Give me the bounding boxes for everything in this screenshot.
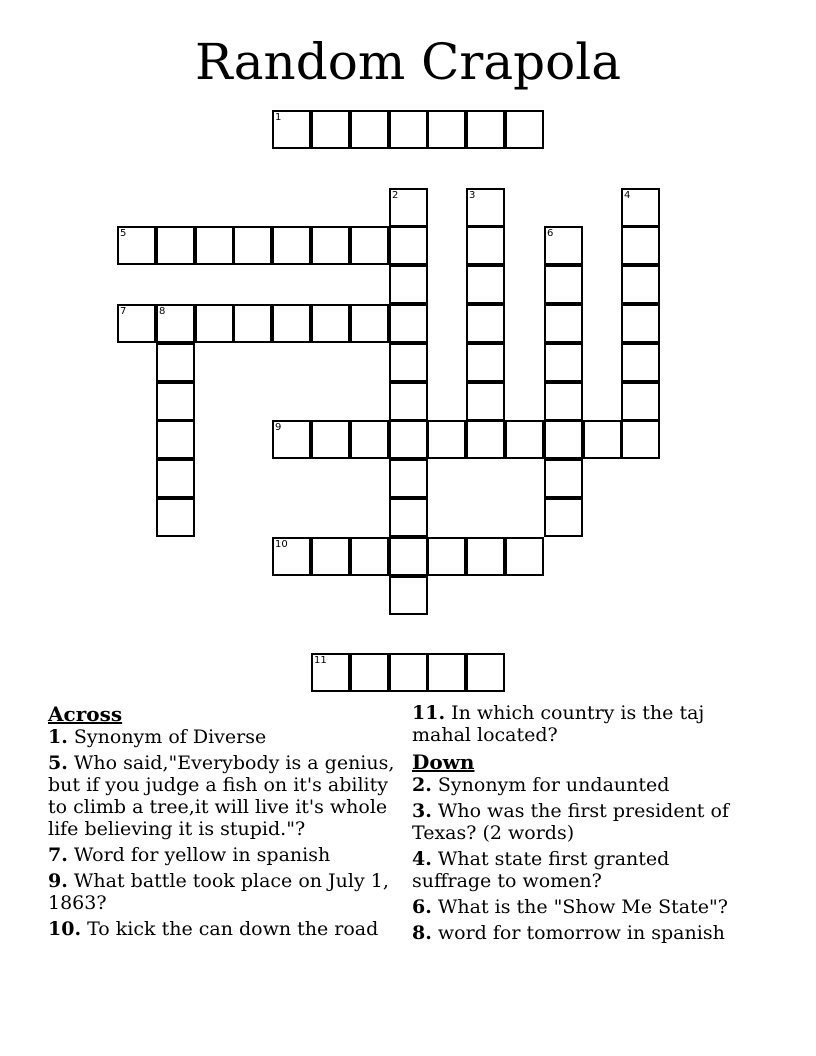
grid-cell[interactable] (389, 343, 428, 382)
grid-cell[interactable] (466, 226, 505, 265)
grid-cell[interactable] (389, 420, 428, 459)
grid-cell[interactable] (311, 537, 350, 576)
cell-number: 2 (392, 190, 399, 201)
grid-cell[interactable] (272, 110, 311, 149)
grid-cell[interactable] (350, 653, 389, 692)
grid-cell[interactable] (427, 653, 466, 692)
across-clue: 1. Synonym of Diverse (48, 726, 267, 748)
clues-column-left (48, 702, 398, 944)
grid-cell[interactable] (466, 537, 505, 576)
cell-number: 7 (120, 306, 127, 317)
grid-cell[interactable] (544, 226, 583, 265)
down-clue: 3. Who was the first president of Texas? (2 words) (412, 800, 729, 844)
grid-cell[interactable] (156, 382, 195, 421)
grid-cell[interactable] (350, 110, 389, 149)
grid-cell[interactable] (233, 304, 272, 343)
grid-cell[interactable] (389, 382, 428, 421)
grid-cell[interactable] (156, 459, 195, 498)
grid-cell[interactable] (156, 343, 195, 382)
grid-cell[interactable] (505, 110, 544, 149)
grid-cell[interactable] (389, 265, 428, 304)
grid-cell[interactable] (621, 226, 660, 265)
down-heading: Down (412, 750, 475, 774)
grid-cell[interactable] (466, 265, 505, 304)
across-clue: 7. Word for yellow in spanish (48, 844, 331, 866)
across-clue: 5. Who said,"Everybody is a genius, but if you judge a fish on it's ability to climb a tree,it will live it's whole life believing it is stupid."? (48, 752, 395, 840)
down-clue: 4. What state first granted suffrage to women? (412, 848, 670, 892)
across-clue: 9. What battle took place on July 1, 1863? (48, 870, 389, 914)
across-heading: Across (48, 702, 123, 726)
grid-cell[interactable] (389, 498, 428, 537)
cell-number: 10 (275, 539, 288, 550)
grid-cell[interactable] (544, 343, 583, 382)
grid-cell[interactable] (621, 304, 660, 343)
grid-cell[interactable] (272, 226, 311, 265)
grid-cell[interactable] (621, 382, 660, 421)
grid-cell[interactable] (311, 226, 350, 265)
grid-cell[interactable] (272, 537, 311, 576)
grid-cell[interactable] (466, 653, 505, 692)
cell-number: 1 (275, 112, 282, 123)
grid-cell[interactable] (389, 188, 428, 227)
grid-cell[interactable] (389, 459, 428, 498)
grid-cell[interactable] (156, 498, 195, 537)
grid-cell[interactable] (389, 304, 428, 343)
cell-number: 4 (624, 190, 631, 201)
grid-cell[interactable] (621, 265, 660, 304)
grid-cell[interactable] (117, 304, 156, 343)
grid-cell[interactable] (544, 265, 583, 304)
grid-cell[interactable] (466, 343, 505, 382)
grid-cell[interactable] (583, 420, 622, 459)
cell-number: 5 (120, 228, 127, 239)
grid-cell[interactable] (466, 304, 505, 343)
grid-cell[interactable] (311, 420, 350, 459)
grid-cell[interactable] (389, 653, 428, 692)
grid-cell[interactable] (621, 420, 660, 459)
grid-cell[interactable] (544, 498, 583, 537)
grid-cell[interactable] (350, 537, 389, 576)
grid-cell[interactable] (466, 420, 505, 459)
grid-cell[interactable] (350, 226, 389, 265)
grid-cell[interactable] (350, 304, 389, 343)
grid-cell[interactable] (195, 304, 234, 343)
grid-cell[interactable] (389, 576, 428, 615)
grid-cell[interactable] (544, 420, 583, 459)
across-clue: 10. To kick the can down the road (48, 918, 379, 940)
grid-cell[interactable] (544, 459, 583, 498)
down-clue: 8. word for tomorrow in spanish (412, 922, 725, 944)
down-clue: 6. What is the "Show Me State"? (412, 896, 728, 918)
grid-cell[interactable] (156, 420, 195, 459)
puzzle-title: Random Crapola (194, 33, 622, 91)
cell-number: 8 (159, 306, 166, 317)
grid-cell[interactable] (505, 420, 544, 459)
clues-column-right (412, 702, 752, 948)
grid-cell[interactable] (195, 226, 234, 265)
grid-cell[interactable] (156, 226, 195, 265)
grid-cell[interactable] (311, 110, 350, 149)
grid-cell[interactable] (233, 226, 272, 265)
down-clue: 2. Synonym for undaunted (412, 774, 670, 796)
grid-cell[interactable] (544, 304, 583, 343)
cell-number: 3 (469, 190, 476, 201)
grid-cell[interactable] (311, 653, 350, 692)
grid-cell[interactable] (427, 537, 466, 576)
grid-cell[interactable] (350, 420, 389, 459)
grid-cell[interactable] (156, 304, 195, 343)
grid-cell[interactable] (272, 420, 311, 459)
across-clue: 11. In which country is the taj mahal located? (412, 702, 705, 746)
grid-cell[interactable] (427, 110, 466, 149)
cell-number: 11 (314, 655, 327, 666)
grid-cell[interactable] (117, 226, 156, 265)
cell-number: 9 (275, 422, 282, 433)
grid-cell[interactable] (389, 226, 428, 265)
grid-cell[interactable] (466, 188, 505, 227)
grid-cell[interactable] (311, 304, 350, 343)
grid-cell[interactable] (272, 304, 311, 343)
grid-cell[interactable] (427, 420, 466, 459)
grid-cell[interactable] (544, 382, 583, 421)
grid-cell[interactable] (505, 537, 544, 576)
grid-cell[interactable] (466, 382, 505, 421)
grid-cell[interactable] (389, 537, 428, 576)
grid-cell[interactable] (389, 110, 428, 149)
cell-number: 6 (547, 228, 554, 239)
grid-cell[interactable] (466, 110, 505, 149)
grid-cell[interactable] (621, 343, 660, 382)
grid-cell[interactable] (621, 188, 660, 227)
